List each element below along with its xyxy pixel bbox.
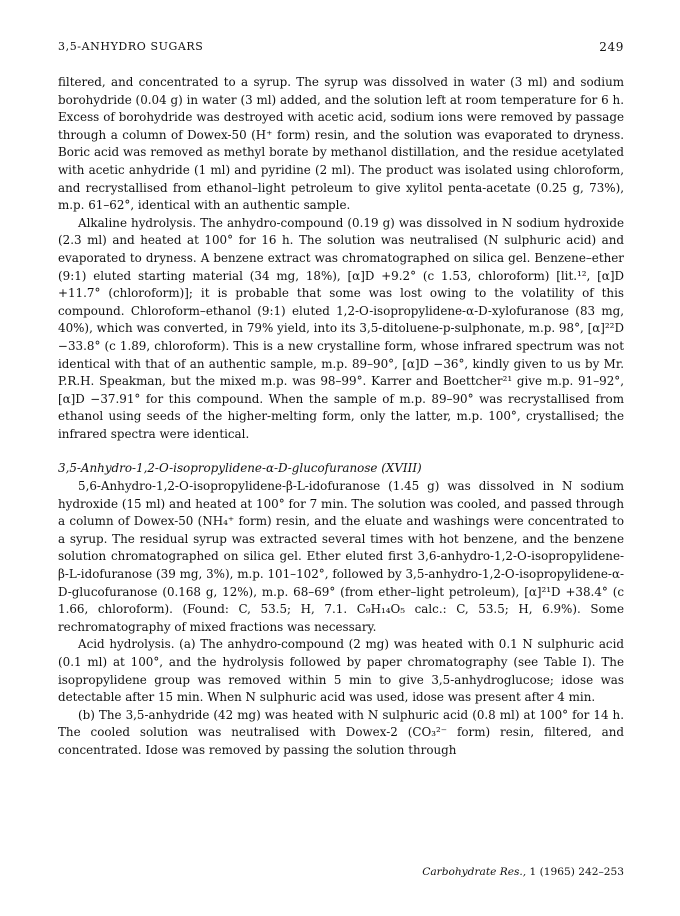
running-title: 3,5-ANHYDRO SUGARS (58, 40, 204, 53)
paper-page (58, 40, 624, 878)
footer-citation (422, 866, 624, 878)
paragraph-acid-hydrolysis-a: Acid hydrolysis. (a) The anhydro-compound (2 mg) was heated with 0.1 N sulphuric acid (0.1 ml) at 100°, and the hydrolysis followed by paper chromatography (see Table I). The isopropylidene group was removed within 5 min to give 3,5-anhydroglucose; idose was detectable after 15 min. When N sulphuric acid was used, idose was present after 4 min. (58, 637, 624, 705)
body-text (58, 74, 624, 760)
journal-name: Carbohydrate Res., (422, 866, 527, 878)
journal-volume: 1 (529, 866, 537, 878)
paragraph-preparation: 5,6-Anhydro-1,2-O-isopropylidene-β-L-idofuranose (1.45 g) was dissolved in N sodium hydroxide (15 ml) and heated at 100° for 7 min. The solution was cooled, and passed through a column of Dowex-50 (NH₄⁺ form) resin, and the eluate and washings were concentrated to a syrup. The residual syrup was extracted several times with hot benzene, and the benzene solution chromatographed on silica gel. Ether eluted first 3,6-anhydro-1,2-O-isopropylidene-β-L-idofuranose (39 mg, 3%), m.p. 101–102°, followed by 3,5-anhydro-1,2-O-isopropylidene-α-D-glucofuranose (0.168 g, 12%), m.p. 68–69° (from ether–light petroleum), [α]²¹D +38.4° (c 1.66, chloroform). (Found: C, 53.5; H, 7.1. C₉H₁₄O₅ calc.: C, 53.5; H, 6.9%). Some rechromatography of mixed fractions was necessary. (58, 479, 624, 634)
running-head (58, 40, 624, 60)
paragraph-reduction: filtered, and concentrated to a syrup. The syrup was dissolved in water (3 ml) and sodium borohydride (0.04 g) in water (3 ml) added, and the solution left at room temperature for 6 h. Excess of borohydride was destroyed with acetic acid, sodium ions were removed by passage through a column of Dowex-50 (H⁺ form) resin, and the solution was evaporated to dryness. Boric acid was removed as methyl borate by methanol distillation, and the residue acetylated with acetic anhydride (1 ml) and pyridine (2 ml). The product was isolated using chloroform, and recrystallised from ethanol–light petroleum to give xylitol penta-acetate (0.25 g, 73%), m.p. 61–62°, identical with an authentic sample. (58, 75, 624, 213)
section-heading: 3,5-Anhydro-1,2-O-isopropylidene-α-D-glucofuranose (XVIII) (58, 461, 422, 476)
page-number: 249 (599, 40, 624, 54)
journal-year-pages: (1965) 242–253 (539, 866, 624, 878)
paragraph-alkaline-hydrolysis: Alkaline hydrolysis. The anhydro-compound (0.19 g) was dissolved in N sodium hydroxide (2.3 ml) and heated at 100° for 16 h. The solution was neutralised (N sulphuric acid) and evaporated to dryness. A benzene extract was chromatographed on silica gel. Benzene–ether (9:1) eluted starting material (34 mg, 18%), [α]D +9.2° (c 1.53, chloroform) [lit.¹², [α]D +11.7° (chloroform)]; it is probable that some was lost owing to the volatility of this compound. Chloroform–ethanol (9:1) eluted 1,2-O-isopropylidene-α-D-xylofuranose (83 mg, 40%), which was converted, in 79% yield, into its 3,5-ditoluene-p-sulphonate, m.p. 98°, [α]²²D −33.8° (c 1.89, chloroform). This is a new crystalline form, whose infrared spectrum was not identical with that of an authentic sample, m.p. 89–90°, [α]D −36°, kindly given to us by Mr. P.R.H. Speakman, but the mixed m.p. was 98–99°. Karrer and Boettcher²¹ give m.p. 91–92°, [α]D −37.91° for this compound. When the sample of m.p. 89–90° was recrystallised from ethanol using seeds of the higher-melting form, only the latter, m.p. 100°, crystallised; the infrared spectra were identical. (58, 215, 624, 441)
paragraph-acid-hydrolysis-b: (b) The 3,5-anhydride (42 mg) was heated with N sulphuric acid (0.8 ml) at 100° for 14 h. The cooled solution was neutralised with Dowex-2 (CO₃²⁻ form) resin, filtered, and concentrated. Idose was removed by passing the solution through (58, 707, 624, 757)
